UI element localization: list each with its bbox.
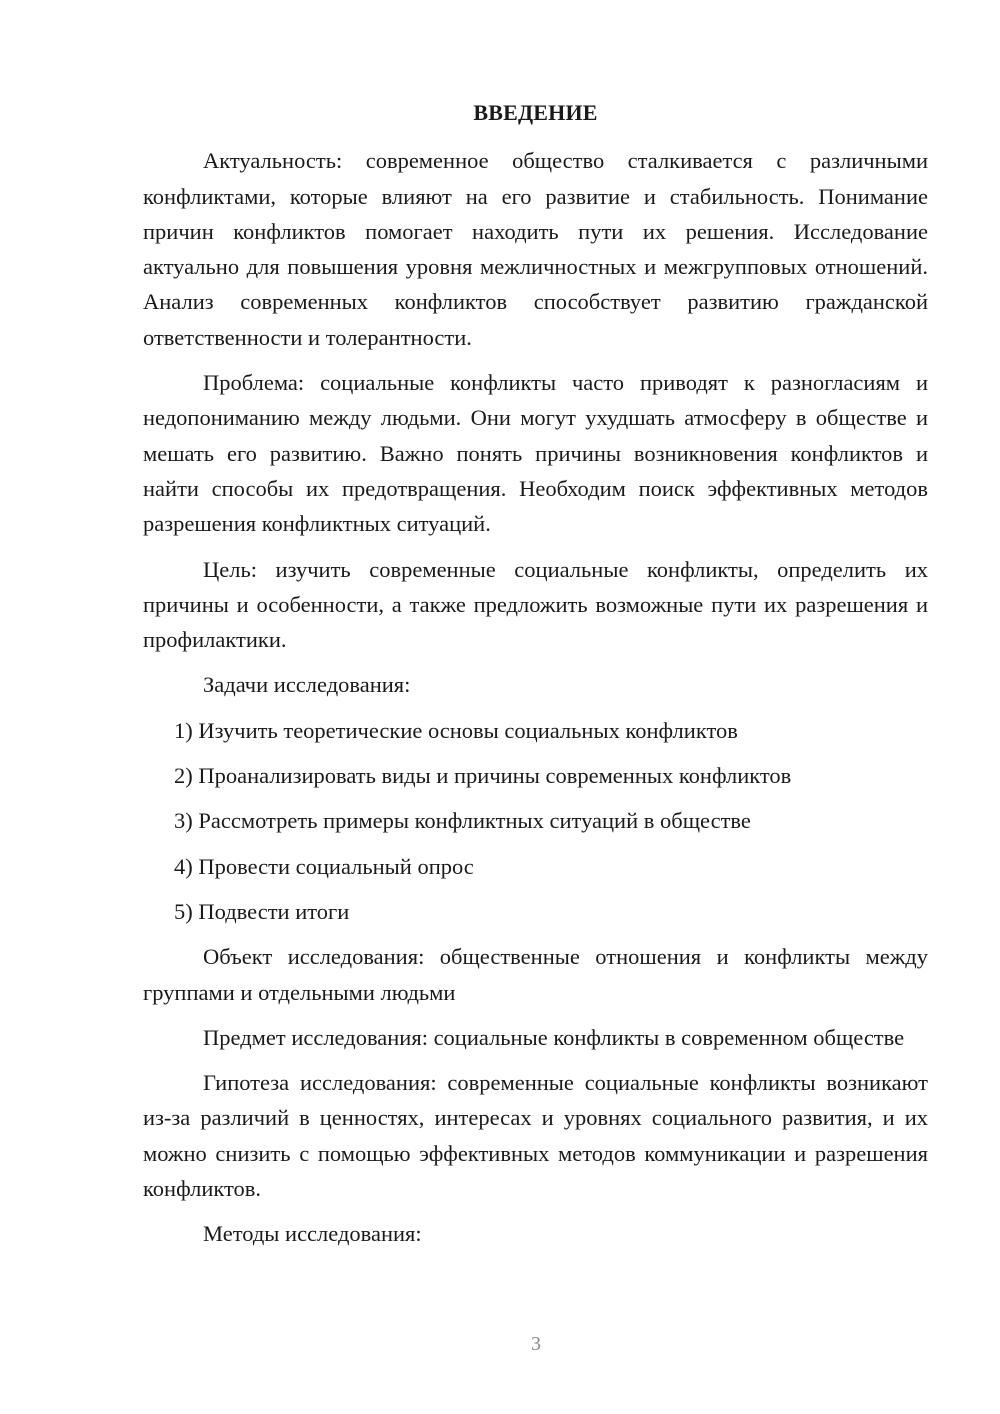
tasks-list (143, 713, 928, 929)
page-content (143, 95, 928, 1262)
list-item: 5) Подвести итоги (174, 898, 350, 924)
paragraph-problem: Проблема: социальные конфликты часто приводят к разногласиям и недопониманию между людьми. Они могут ухудшать атмосферу в обществе и мешать его развитию. Важно понять причины возникновения конфликтов и найти способы их предотвращения. Необходим поиск эффективных методов разрешения конфликтных ситуаций. (143, 370, 928, 537)
paragraph-hypothesis: Гипотеза исследования: современные социальные конфликты возникают из-за различий в ценностях, интересах и уровнях социального развития, и их можно снизить с помощью эффективных методов коммуникации и разрешения конфликтов. (143, 1070, 928, 1202)
paragraph-object: Объект исследования: общественные отношения и конфликты между группами и отдельными людьми (143, 944, 928, 1005)
paragraph-methods-heading: Методы исследования: (203, 1221, 422, 1247)
list-item: 1) Изучить теоретические основы социальных конфликтов (174, 717, 738, 743)
paragraph-relevance: Актуальность: современное общество сталкивается с различными конфликтами, которые влияют на его развитие и стабильность. Понимание причин конфликтов помогает находить пути их решения. Исследование актуально для повышения уровня межличностных и межгрупповых отношений. Анализ современных конфликтов способствует развитию гражданской ответственности и толерантности. (143, 148, 928, 350)
list-item: 4) Провести социальный опрос (174, 853, 474, 879)
page-number: 3 (531, 1333, 541, 1355)
paragraph-goal: Цель: изучить современные социальные конфликты, определить их причины и особенности, а также предложить возможные пути их разрешения и профилактики. (143, 556, 928, 653)
list-item: 3) Рассмотреть примеры конфликтных ситуаций в обществе (174, 808, 751, 834)
paragraph-subject: Предмет исследования: социальные конфликты в современном обществе (203, 1024, 905, 1050)
list-item: 2) Проанализировать виды и причины современных конфликтов (174, 763, 792, 789)
paragraph-tasks-heading: Задачи исследования: (203, 672, 411, 698)
page-title: ВВЕДЕНИЕ (473, 100, 598, 125)
